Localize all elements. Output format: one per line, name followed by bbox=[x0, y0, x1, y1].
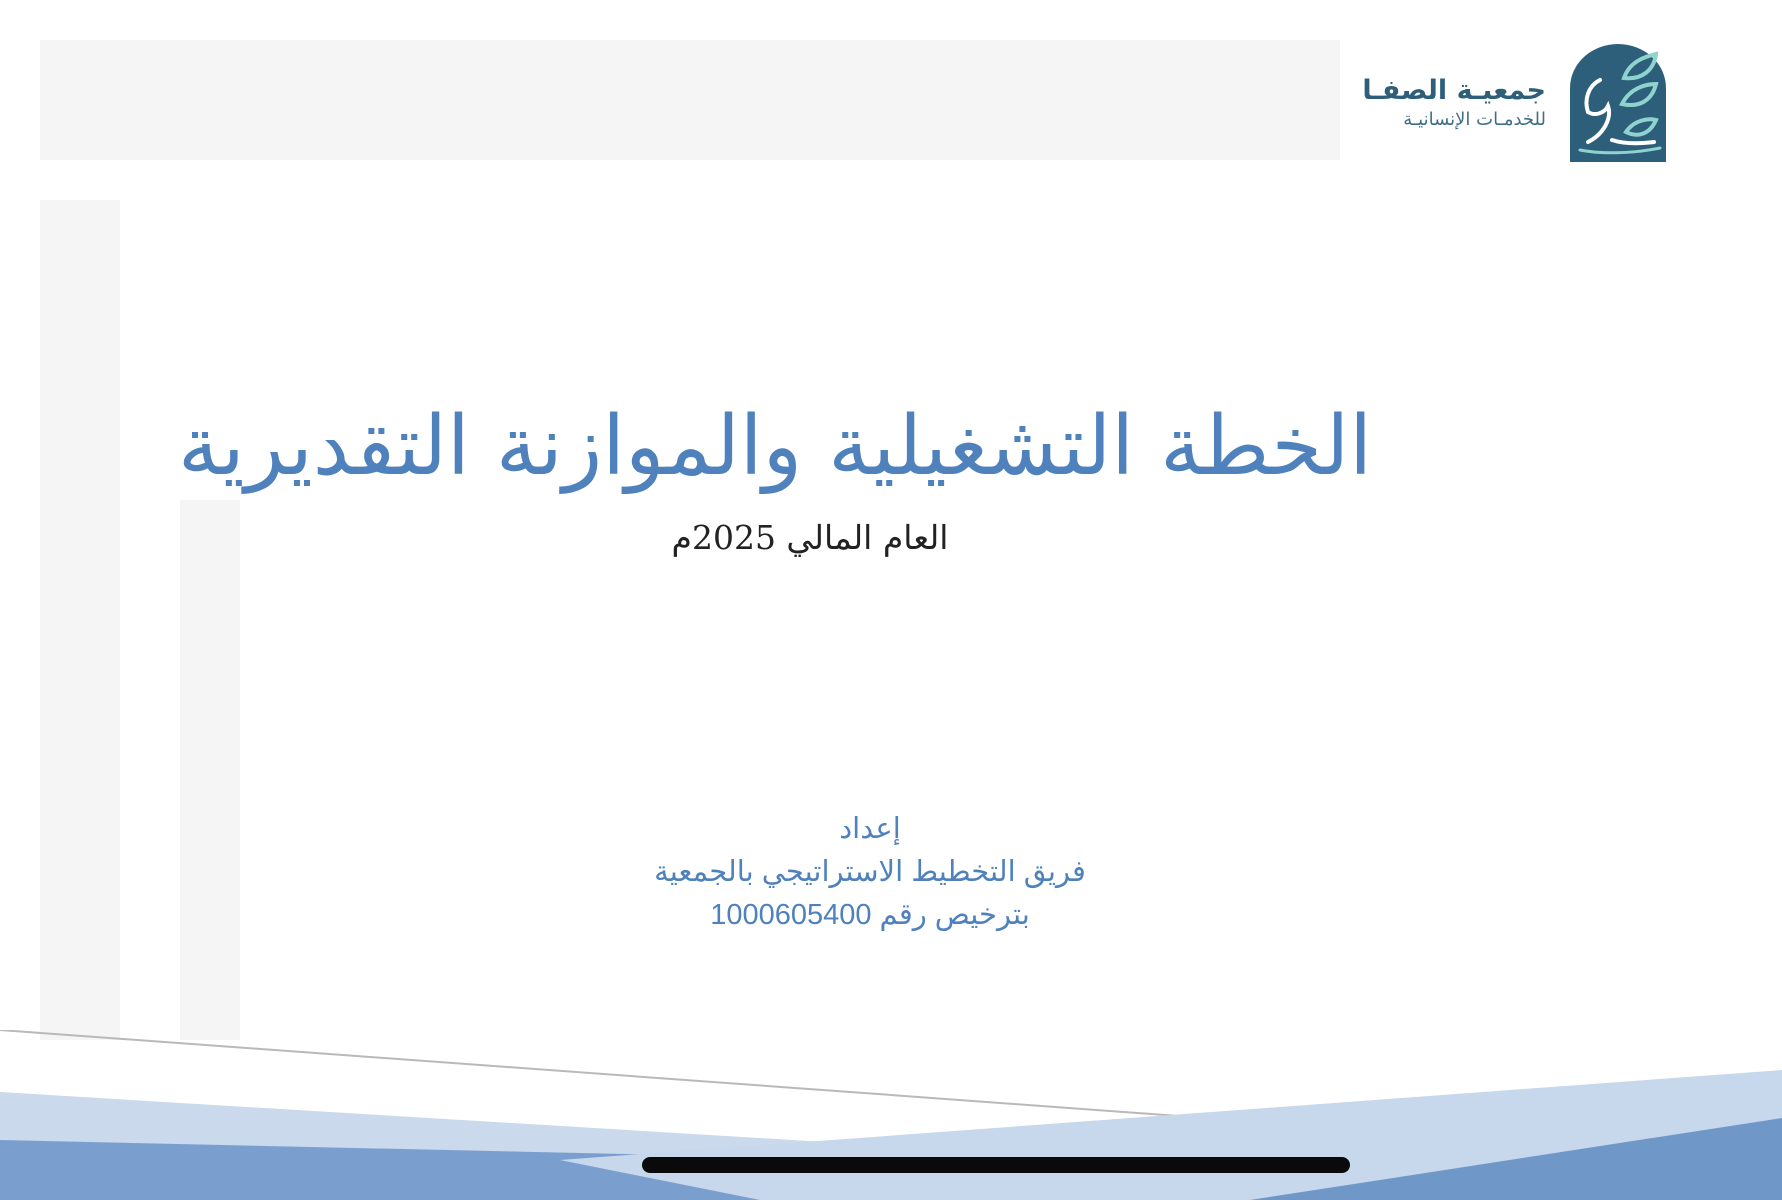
prepared-by-block bbox=[500, 808, 1240, 937]
footer-wave-decoration bbox=[0, 1030, 1782, 1200]
prepared-team: فريق التخطيط الاستراتيجي بالجمعية bbox=[654, 856, 1086, 888]
logo-name: جمعيـة الصفـا bbox=[1362, 74, 1546, 106]
logo-text-block bbox=[1362, 75, 1546, 131]
license-number: بترخيص رقم 1000605400 bbox=[710, 899, 1030, 931]
prepared-heading: إعداد bbox=[839, 813, 901, 845]
leaf-emblem-icon bbox=[1570, 44, 1666, 162]
logo-tagline: للخدمـات الإنسانيـة bbox=[1403, 108, 1546, 130]
page-title: الخطة التشغيلية والموازنة التقديرية bbox=[177, 399, 1373, 494]
home-indicator-bar[interactable] bbox=[642, 1157, 1350, 1173]
fiscal-year-subtitle: العام المالي 2025م bbox=[671, 518, 949, 557]
organization-logo bbox=[1362, 44, 1666, 162]
